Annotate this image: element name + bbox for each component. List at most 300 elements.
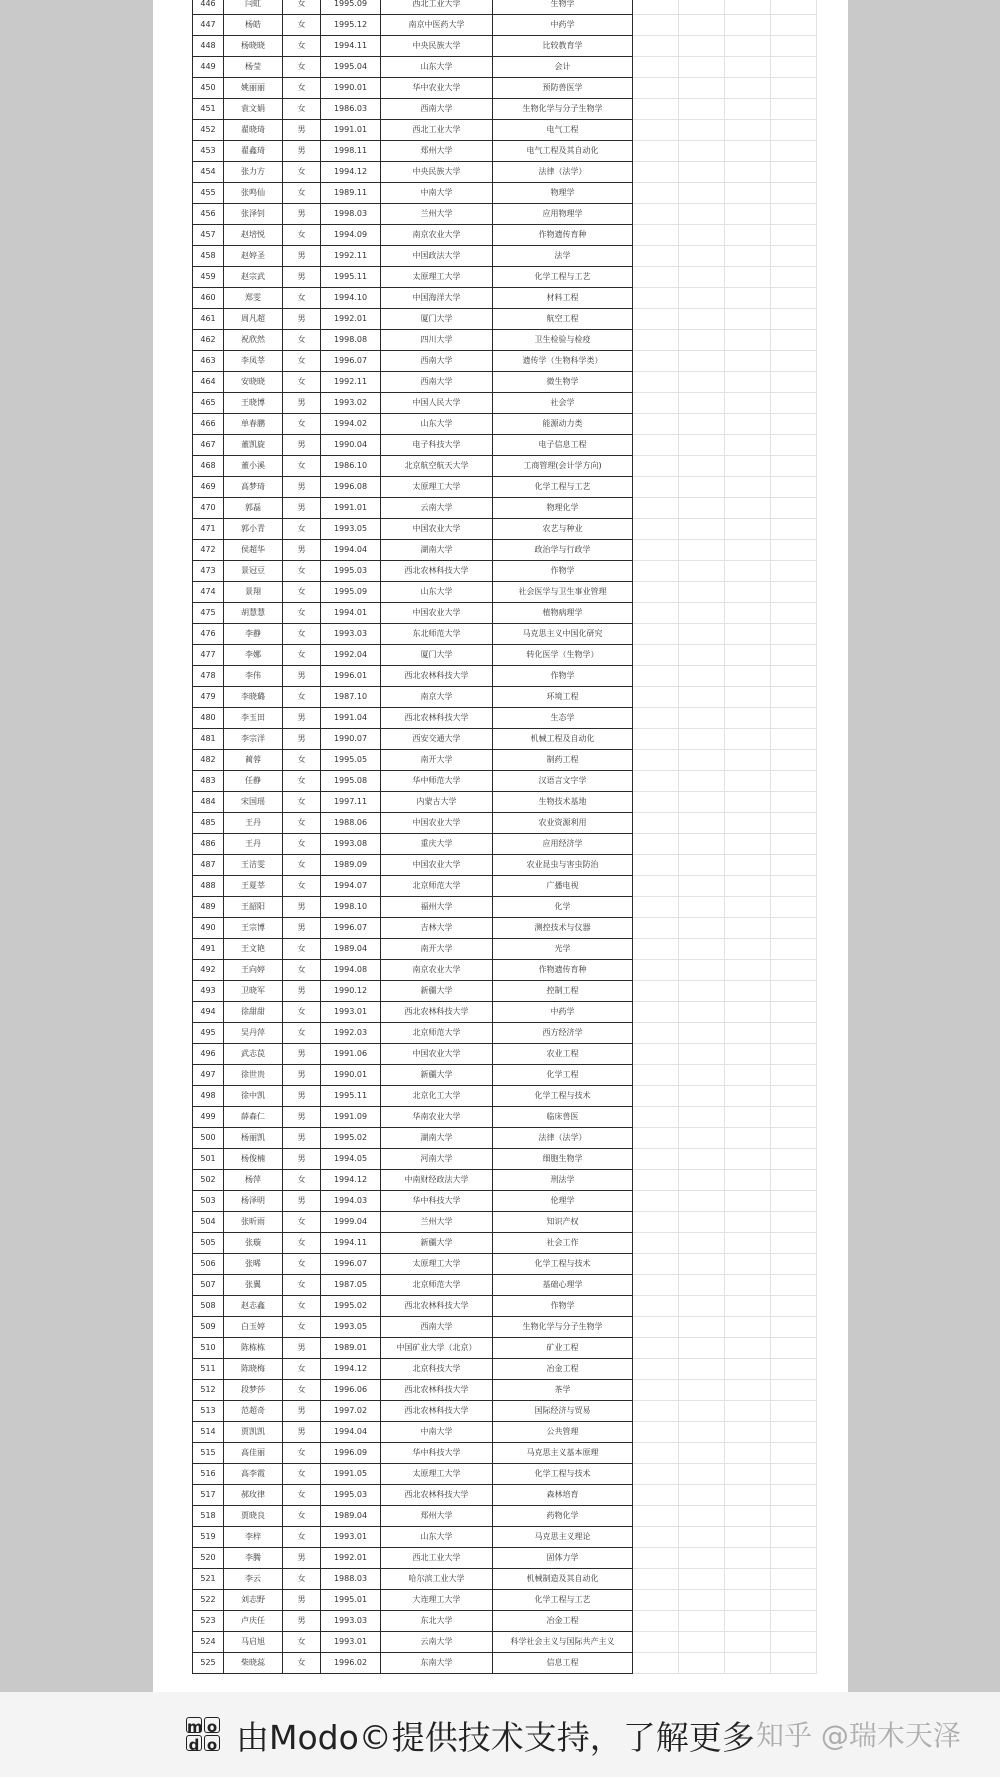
name-cell[interactable]: 董小溪 bbox=[224, 456, 283, 477]
row-number-cell[interactable]: 525 bbox=[193, 1653, 224, 1674]
empty-cell[interactable] bbox=[771, 1422, 817, 1443]
row-number-cell[interactable]: 487 bbox=[193, 855, 224, 876]
name-cell[interactable]: 安晓晓 bbox=[224, 372, 283, 393]
gender-cell[interactable]: 女 bbox=[283, 1380, 321, 1401]
empty-cell[interactable] bbox=[725, 582, 771, 603]
empty-cell[interactable] bbox=[725, 414, 771, 435]
name-cell[interactable]: 徐世贵 bbox=[224, 1065, 283, 1086]
empty-cell[interactable] bbox=[725, 939, 771, 960]
gender-cell[interactable]: 女 bbox=[283, 1527, 321, 1548]
empty-cell[interactable] bbox=[725, 1065, 771, 1086]
birth-date-cell[interactable]: 1991.04 bbox=[321, 708, 381, 729]
row-number-cell[interactable]: 480 bbox=[193, 708, 224, 729]
major-cell[interactable]: 中药学 bbox=[493, 1002, 633, 1023]
name-cell[interactable]: 武志苠 bbox=[224, 1044, 283, 1065]
empty-cell[interactable] bbox=[679, 1422, 725, 1443]
row-number-cell[interactable]: 508 bbox=[193, 1296, 224, 1317]
gender-cell[interactable]: 男 bbox=[283, 204, 321, 225]
empty-cell[interactable] bbox=[633, 792, 679, 813]
empty-cell[interactable] bbox=[633, 498, 679, 519]
name-cell[interactable]: 王韶阳 bbox=[224, 897, 283, 918]
empty-cell[interactable] bbox=[679, 498, 725, 519]
row-number-cell[interactable]: 504 bbox=[193, 1212, 224, 1233]
row-number-cell[interactable]: 501 bbox=[193, 1149, 224, 1170]
birth-date-cell[interactable]: 1993.02 bbox=[321, 393, 381, 414]
empty-cell[interactable] bbox=[725, 561, 771, 582]
empty-cell[interactable] bbox=[771, 771, 817, 792]
university-cell[interactable]: 新疆大学 bbox=[381, 1065, 493, 1086]
university-cell[interactable]: 华中师范大学 bbox=[381, 771, 493, 792]
name-cell[interactable]: 李静 bbox=[224, 624, 283, 645]
empty-cell[interactable] bbox=[633, 141, 679, 162]
birth-date-cell[interactable]: 1996.09 bbox=[321, 1443, 381, 1464]
university-cell[interactable]: 中国海洋大学 bbox=[381, 288, 493, 309]
name-cell[interactable]: 范超奇 bbox=[224, 1401, 283, 1422]
birth-date-cell[interactable]: 1999.04 bbox=[321, 1212, 381, 1233]
birth-date-cell[interactable]: 1989.01 bbox=[321, 1338, 381, 1359]
empty-cell[interactable] bbox=[771, 15, 817, 36]
name-cell[interactable]: 杨萍 bbox=[224, 1170, 283, 1191]
empty-cell[interactable] bbox=[633, 1002, 679, 1023]
name-cell[interactable]: 王向婷 bbox=[224, 960, 283, 981]
empty-cell[interactable] bbox=[771, 1548, 817, 1569]
row-number-cell[interactable]: 458 bbox=[193, 246, 224, 267]
empty-cell[interactable] bbox=[633, 834, 679, 855]
university-cell[interactable]: 新疆大学 bbox=[381, 981, 493, 1002]
empty-cell[interactable] bbox=[771, 708, 817, 729]
university-cell[interactable]: 东南大学 bbox=[381, 1653, 493, 1674]
empty-cell[interactable] bbox=[725, 540, 771, 561]
major-cell[interactable]: 马克思主义基本原理 bbox=[493, 1443, 633, 1464]
gender-cell[interactable]: 女 bbox=[283, 1464, 321, 1485]
empty-cell[interactable] bbox=[771, 246, 817, 267]
empty-cell[interactable] bbox=[679, 1569, 725, 1590]
empty-cell[interactable] bbox=[771, 267, 817, 288]
name-cell[interactable]: 陈栋栋 bbox=[224, 1338, 283, 1359]
empty-cell[interactable] bbox=[679, 687, 725, 708]
name-cell[interactable]: 杨莹 bbox=[224, 57, 283, 78]
gender-cell[interactable]: 男 bbox=[283, 246, 321, 267]
empty-cell[interactable] bbox=[771, 414, 817, 435]
major-cell[interactable]: 农业资源利用 bbox=[493, 813, 633, 834]
empty-cell[interactable] bbox=[771, 1128, 817, 1149]
empty-cell[interactable] bbox=[771, 57, 817, 78]
birth-date-cell[interactable]: 1996.06 bbox=[321, 1380, 381, 1401]
empty-cell[interactable] bbox=[725, 834, 771, 855]
empty-cell[interactable] bbox=[679, 1506, 725, 1527]
birth-date-cell[interactable]: 1998.11 bbox=[321, 141, 381, 162]
empty-cell[interactable] bbox=[679, 309, 725, 330]
row-number-cell[interactable]: 484 bbox=[193, 792, 224, 813]
birth-date-cell[interactable]: 1998.08 bbox=[321, 330, 381, 351]
university-cell[interactable]: 华中农业大学 bbox=[381, 78, 493, 99]
birth-date-cell[interactable]: 1994.12 bbox=[321, 162, 381, 183]
empty-cell[interactable] bbox=[771, 1044, 817, 1065]
university-cell[interactable]: 兰州大学 bbox=[381, 1212, 493, 1233]
major-cell[interactable]: 控制工程 bbox=[493, 981, 633, 1002]
name-cell[interactable]: 张泽钊 bbox=[224, 204, 283, 225]
gender-cell[interactable]: 女 bbox=[283, 414, 321, 435]
major-cell[interactable]: 比较教育学 bbox=[493, 36, 633, 57]
major-cell[interactable]: 药物化学 bbox=[493, 1506, 633, 1527]
gender-cell[interactable]: 女 bbox=[283, 1212, 321, 1233]
major-cell[interactable]: 化学工程与工艺 bbox=[493, 477, 633, 498]
empty-cell[interactable] bbox=[725, 666, 771, 687]
empty-cell[interactable] bbox=[725, 351, 771, 372]
name-cell[interactable]: 柴晓蕊 bbox=[224, 1653, 283, 1674]
empty-cell[interactable] bbox=[725, 99, 771, 120]
row-number-cell[interactable]: 451 bbox=[193, 99, 224, 120]
empty-cell[interactable] bbox=[633, 0, 679, 15]
name-cell[interactable]: 姚丽丽 bbox=[224, 78, 283, 99]
empty-cell[interactable] bbox=[633, 1044, 679, 1065]
major-cell[interactable]: 法学 bbox=[493, 246, 633, 267]
empty-cell[interactable] bbox=[771, 1065, 817, 1086]
name-cell[interactable]: 段梦莎 bbox=[224, 1380, 283, 1401]
major-cell[interactable]: 基础心理学 bbox=[493, 1275, 633, 1296]
row-number-cell[interactable]: 456 bbox=[193, 204, 224, 225]
empty-cell[interactable] bbox=[633, 876, 679, 897]
major-cell[interactable]: 临床兽医 bbox=[493, 1107, 633, 1128]
row-number-cell[interactable]: 523 bbox=[193, 1611, 224, 1632]
name-cell[interactable]: 董凯旋 bbox=[224, 435, 283, 456]
empty-cell[interactable] bbox=[725, 1611, 771, 1632]
university-cell[interactable]: 哈尔滨工业大学 bbox=[381, 1569, 493, 1590]
empty-cell[interactable] bbox=[771, 960, 817, 981]
name-cell[interactable]: 刘志野 bbox=[224, 1590, 283, 1611]
empty-cell[interactable] bbox=[633, 1590, 679, 1611]
major-cell[interactable]: 卫生检验与检疫 bbox=[493, 330, 633, 351]
row-number-cell[interactable]: 519 bbox=[193, 1527, 224, 1548]
empty-cell[interactable] bbox=[633, 1527, 679, 1548]
empty-cell[interactable] bbox=[633, 288, 679, 309]
name-cell[interactable]: 李晓璐 bbox=[224, 687, 283, 708]
empty-cell[interactable] bbox=[725, 246, 771, 267]
empty-cell[interactable] bbox=[633, 1464, 679, 1485]
university-cell[interactable]: 郑州大学 bbox=[381, 1506, 493, 1527]
empty-cell[interactable] bbox=[771, 1611, 817, 1632]
empty-cell[interactable] bbox=[679, 372, 725, 393]
empty-cell[interactable] bbox=[771, 498, 817, 519]
university-cell[interactable]: 兰州大学 bbox=[381, 204, 493, 225]
birth-date-cell[interactable]: 1994.08 bbox=[321, 960, 381, 981]
empty-cell[interactable] bbox=[771, 204, 817, 225]
empty-cell[interactable] bbox=[771, 1380, 817, 1401]
empty-cell[interactable] bbox=[725, 1296, 771, 1317]
empty-cell[interactable] bbox=[633, 15, 679, 36]
empty-cell[interactable] bbox=[771, 1002, 817, 1023]
university-cell[interactable]: 中国农业大学 bbox=[381, 855, 493, 876]
university-cell[interactable]: 中国农业大学 bbox=[381, 813, 493, 834]
major-cell[interactable]: 工商管理(会计学方向) bbox=[493, 456, 633, 477]
major-cell[interactable]: 汉语言文字学 bbox=[493, 771, 633, 792]
university-cell[interactable]: 云南大学 bbox=[381, 498, 493, 519]
major-cell[interactable]: 光学 bbox=[493, 939, 633, 960]
gender-cell[interactable]: 女 bbox=[283, 939, 321, 960]
gender-cell[interactable]: 女 bbox=[283, 1254, 321, 1275]
university-cell[interactable]: 中国农业大学 bbox=[381, 1044, 493, 1065]
empty-cell[interactable] bbox=[771, 582, 817, 603]
row-number-cell[interactable]: 486 bbox=[193, 834, 224, 855]
birth-date-cell[interactable]: 1995.08 bbox=[321, 771, 381, 792]
row-number-cell[interactable]: 466 bbox=[193, 414, 224, 435]
empty-cell[interactable] bbox=[725, 288, 771, 309]
empty-cell[interactable] bbox=[633, 57, 679, 78]
empty-cell[interactable] bbox=[679, 960, 725, 981]
birth-date-cell[interactable]: 1994.05 bbox=[321, 1149, 381, 1170]
name-cell[interactable]: 王丹 bbox=[224, 813, 283, 834]
row-number-cell[interactable]: 524 bbox=[193, 1632, 224, 1653]
gender-cell[interactable]: 男 bbox=[283, 1422, 321, 1443]
empty-cell[interactable] bbox=[771, 36, 817, 57]
major-cell[interactable]: 化学工程与工艺 bbox=[493, 1590, 633, 1611]
empty-cell[interactable] bbox=[725, 624, 771, 645]
gender-cell[interactable]: 男 bbox=[283, 1044, 321, 1065]
birth-date-cell[interactable]: 1994.10 bbox=[321, 288, 381, 309]
row-number-cell[interactable]: 467 bbox=[193, 435, 224, 456]
major-cell[interactable]: 冶金工程 bbox=[493, 1611, 633, 1632]
empty-cell[interactable] bbox=[633, 1212, 679, 1233]
empty-cell[interactable] bbox=[725, 750, 771, 771]
major-cell[interactable]: 冶金工程 bbox=[493, 1359, 633, 1380]
birth-date-cell[interactable]: 1994.02 bbox=[321, 414, 381, 435]
major-cell[interactable]: 航空工程 bbox=[493, 309, 633, 330]
university-cell[interactable]: 中国矿业大学（北京） bbox=[381, 1338, 493, 1359]
empty-cell[interactable] bbox=[725, 771, 771, 792]
empty-cell[interactable] bbox=[679, 540, 725, 561]
row-number-cell[interactable]: 494 bbox=[193, 1002, 224, 1023]
major-cell[interactable]: 农艺与种业 bbox=[493, 519, 633, 540]
empty-cell[interactable] bbox=[633, 435, 679, 456]
name-cell[interactable]: 贾凯凯 bbox=[224, 1422, 283, 1443]
empty-cell[interactable] bbox=[679, 267, 725, 288]
empty-cell[interactable] bbox=[633, 813, 679, 834]
empty-cell[interactable] bbox=[633, 708, 679, 729]
empty-cell[interactable] bbox=[679, 1044, 725, 1065]
empty-cell[interactable] bbox=[725, 1401, 771, 1422]
gender-cell[interactable]: 男 bbox=[283, 897, 321, 918]
empty-cell[interactable] bbox=[771, 1338, 817, 1359]
empty-cell[interactable] bbox=[633, 120, 679, 141]
row-number-cell[interactable]: 499 bbox=[193, 1107, 224, 1128]
gender-cell[interactable]: 男 bbox=[283, 729, 321, 750]
birth-date-cell[interactable]: 1988.03 bbox=[321, 1569, 381, 1590]
gender-cell[interactable]: 男 bbox=[283, 120, 321, 141]
major-cell[interactable]: 刑法学 bbox=[493, 1170, 633, 1191]
major-cell[interactable]: 植物病理学 bbox=[493, 603, 633, 624]
empty-cell[interactable] bbox=[771, 918, 817, 939]
empty-cell[interactable] bbox=[679, 1128, 725, 1149]
empty-cell[interactable] bbox=[771, 561, 817, 582]
row-number-cell[interactable]: 488 bbox=[193, 876, 224, 897]
university-cell[interactable]: 北京科技大学 bbox=[381, 1359, 493, 1380]
birth-date-cell[interactable]: 1997.11 bbox=[321, 792, 381, 813]
empty-cell[interactable] bbox=[679, 1296, 725, 1317]
university-cell[interactable]: 中央民族大学 bbox=[381, 36, 493, 57]
university-cell[interactable]: 南京农业大学 bbox=[381, 225, 493, 246]
major-cell[interactable]: 遗传学（生物科学类） bbox=[493, 351, 633, 372]
empty-cell[interactable] bbox=[679, 918, 725, 939]
empty-cell[interactable] bbox=[725, 1149, 771, 1170]
birth-date-cell[interactable]: 1990.04 bbox=[321, 435, 381, 456]
row-number-cell[interactable]: 476 bbox=[193, 624, 224, 645]
name-cell[interactable]: 景翔 bbox=[224, 582, 283, 603]
university-cell[interactable]: 东北师范大学 bbox=[381, 624, 493, 645]
major-cell[interactable]: 科学社会主义与国际共产主义 bbox=[493, 1632, 633, 1653]
name-cell[interactable]: 王夏莘 bbox=[224, 876, 283, 897]
name-cell[interactable]: 杨俊楠 bbox=[224, 1149, 283, 1170]
empty-cell[interactable] bbox=[679, 1653, 725, 1674]
birth-date-cell[interactable]: 1994.04 bbox=[321, 540, 381, 561]
gender-cell[interactable]: 女 bbox=[283, 771, 321, 792]
university-cell[interactable]: 西北农林科技大学 bbox=[381, 1401, 493, 1422]
empty-cell[interactable] bbox=[679, 603, 725, 624]
empty-cell[interactable] bbox=[771, 1317, 817, 1338]
gender-cell[interactable]: 女 bbox=[283, 519, 321, 540]
gender-cell[interactable]: 男 bbox=[283, 1149, 321, 1170]
university-cell[interactable]: 东北大学 bbox=[381, 1611, 493, 1632]
empty-cell[interactable] bbox=[725, 267, 771, 288]
empty-cell[interactable] bbox=[633, 1107, 679, 1128]
empty-cell[interactable] bbox=[633, 729, 679, 750]
row-number-cell[interactable]: 452 bbox=[193, 120, 224, 141]
empty-cell[interactable] bbox=[725, 309, 771, 330]
birth-date-cell[interactable]: 1995.04 bbox=[321, 57, 381, 78]
university-cell[interactable]: 山东大学 bbox=[381, 57, 493, 78]
university-cell[interactable]: 中国政法大学 bbox=[381, 246, 493, 267]
major-cell[interactable]: 中药学 bbox=[493, 15, 633, 36]
empty-cell[interactable] bbox=[725, 435, 771, 456]
university-cell[interactable]: 中央民族大学 bbox=[381, 162, 493, 183]
empty-cell[interactable] bbox=[725, 519, 771, 540]
empty-cell[interactable] bbox=[633, 1296, 679, 1317]
birth-date-cell[interactable]: 1994.12 bbox=[321, 1170, 381, 1191]
empty-cell[interactable] bbox=[679, 981, 725, 1002]
empty-cell[interactable] bbox=[633, 1191, 679, 1212]
empty-cell[interactable] bbox=[679, 36, 725, 57]
empty-cell[interactable] bbox=[771, 813, 817, 834]
birth-date-cell[interactable]: 1996.02 bbox=[321, 1653, 381, 1674]
major-cell[interactable]: 矿业工程 bbox=[493, 1338, 633, 1359]
empty-cell[interactable] bbox=[679, 645, 725, 666]
university-cell[interactable]: 华南农业大学 bbox=[381, 1107, 493, 1128]
empty-cell[interactable] bbox=[771, 1359, 817, 1380]
major-cell[interactable]: 信息工程 bbox=[493, 1653, 633, 1674]
university-cell[interactable]: 太原理工大学 bbox=[381, 1254, 493, 1275]
birth-date-cell[interactable]: 1994.11 bbox=[321, 1233, 381, 1254]
empty-cell[interactable] bbox=[679, 204, 725, 225]
empty-cell[interactable] bbox=[679, 1233, 725, 1254]
empty-cell[interactable] bbox=[771, 687, 817, 708]
row-number-cell[interactable]: 505 bbox=[193, 1233, 224, 1254]
major-cell[interactable]: 物理学 bbox=[493, 183, 633, 204]
gender-cell[interactable]: 男 bbox=[283, 1086, 321, 1107]
empty-cell[interactable] bbox=[725, 141, 771, 162]
empty-cell[interactable] bbox=[679, 813, 725, 834]
empty-cell[interactable] bbox=[679, 1548, 725, 1569]
footer-banner[interactable] bbox=[0, 1692, 1000, 1777]
empty-cell[interactable] bbox=[633, 1359, 679, 1380]
empty-cell[interactable] bbox=[679, 1590, 725, 1611]
empty-cell[interactable] bbox=[725, 1464, 771, 1485]
major-cell[interactable]: 机械制造及其自动化 bbox=[493, 1569, 633, 1590]
university-cell[interactable]: 西北工业大学 bbox=[381, 0, 493, 15]
empty-cell[interactable] bbox=[633, 1422, 679, 1443]
university-cell[interactable]: 西北农林科技大学 bbox=[381, 1296, 493, 1317]
name-cell[interactable]: 翟鑫琦 bbox=[224, 141, 283, 162]
empty-cell[interactable] bbox=[725, 1506, 771, 1527]
university-cell[interactable]: 西南大学 bbox=[381, 1317, 493, 1338]
empty-cell[interactable] bbox=[633, 246, 679, 267]
university-cell[interactable]: 中国农业大学 bbox=[381, 519, 493, 540]
row-number-cell[interactable]: 510 bbox=[193, 1338, 224, 1359]
row-number-cell[interactable]: 507 bbox=[193, 1275, 224, 1296]
major-cell[interactable]: 机械工程及自动化 bbox=[493, 729, 633, 750]
major-cell[interactable]: 生物学 bbox=[493, 0, 633, 15]
empty-cell[interactable] bbox=[725, 603, 771, 624]
empty-cell[interactable] bbox=[633, 1233, 679, 1254]
gender-cell[interactable]: 女 bbox=[283, 1632, 321, 1653]
empty-cell[interactable] bbox=[679, 1611, 725, 1632]
birth-date-cell[interactable]: 1993.08 bbox=[321, 834, 381, 855]
row-number-cell[interactable]: 459 bbox=[193, 267, 224, 288]
row-number-cell[interactable]: 482 bbox=[193, 750, 224, 771]
gender-cell[interactable]: 女 bbox=[283, 687, 321, 708]
major-cell[interactable]: 农业昆虫与害虫防治 bbox=[493, 855, 633, 876]
university-cell[interactable]: 四川大学 bbox=[381, 330, 493, 351]
gender-cell[interactable]: 女 bbox=[283, 225, 321, 246]
university-cell[interactable]: 厦门大学 bbox=[381, 309, 493, 330]
university-cell[interactable]: 山东大学 bbox=[381, 414, 493, 435]
empty-cell[interactable] bbox=[725, 813, 771, 834]
university-cell[interactable]: 电子科技大学 bbox=[381, 435, 493, 456]
row-number-cell[interactable]: 511 bbox=[193, 1359, 224, 1380]
empty-cell[interactable] bbox=[633, 1611, 679, 1632]
gender-cell[interactable]: 女 bbox=[283, 330, 321, 351]
name-cell[interactable]: 王洁雯 bbox=[224, 855, 283, 876]
empty-cell[interactable] bbox=[725, 36, 771, 57]
empty-cell[interactable] bbox=[725, 456, 771, 477]
major-cell[interactable]: 农业工程 bbox=[493, 1044, 633, 1065]
gender-cell[interactable]: 女 bbox=[283, 162, 321, 183]
birth-date-cell[interactable]: 1986.10 bbox=[321, 456, 381, 477]
empty-cell[interactable] bbox=[725, 1548, 771, 1569]
major-cell[interactable]: 伦理学 bbox=[493, 1191, 633, 1212]
major-cell[interactable]: 法律（法学） bbox=[493, 1128, 633, 1149]
birth-date-cell[interactable]: 1990.12 bbox=[321, 981, 381, 1002]
gender-cell[interactable]: 女 bbox=[283, 1002, 321, 1023]
gender-cell[interactable]: 男 bbox=[283, 918, 321, 939]
empty-cell[interactable] bbox=[633, 1401, 679, 1422]
gender-cell[interactable]: 女 bbox=[283, 1317, 321, 1338]
empty-cell[interactable] bbox=[771, 1632, 817, 1653]
university-cell[interactable]: 湖南大学 bbox=[381, 1128, 493, 1149]
gender-cell[interactable]: 男 bbox=[283, 1191, 321, 1212]
major-cell[interactable]: 作物学 bbox=[493, 666, 633, 687]
birth-date-cell[interactable]: 1995.05 bbox=[321, 750, 381, 771]
major-cell[interactable]: 作物学 bbox=[493, 1296, 633, 1317]
empty-cell[interactable] bbox=[725, 1380, 771, 1401]
gender-cell[interactable]: 男 bbox=[283, 1065, 321, 1086]
major-cell[interactable]: 预防兽医学 bbox=[493, 78, 633, 99]
major-cell[interactable]: 化学工程与工艺 bbox=[493, 267, 633, 288]
row-number-cell[interactable]: 483 bbox=[193, 771, 224, 792]
major-cell[interactable]: 作物学 bbox=[493, 561, 633, 582]
row-number-cell[interactable]: 472 bbox=[193, 540, 224, 561]
empty-cell[interactable] bbox=[725, 1086, 771, 1107]
empty-cell[interactable] bbox=[771, 309, 817, 330]
birth-date-cell[interactable]: 1993.01 bbox=[321, 1527, 381, 1548]
